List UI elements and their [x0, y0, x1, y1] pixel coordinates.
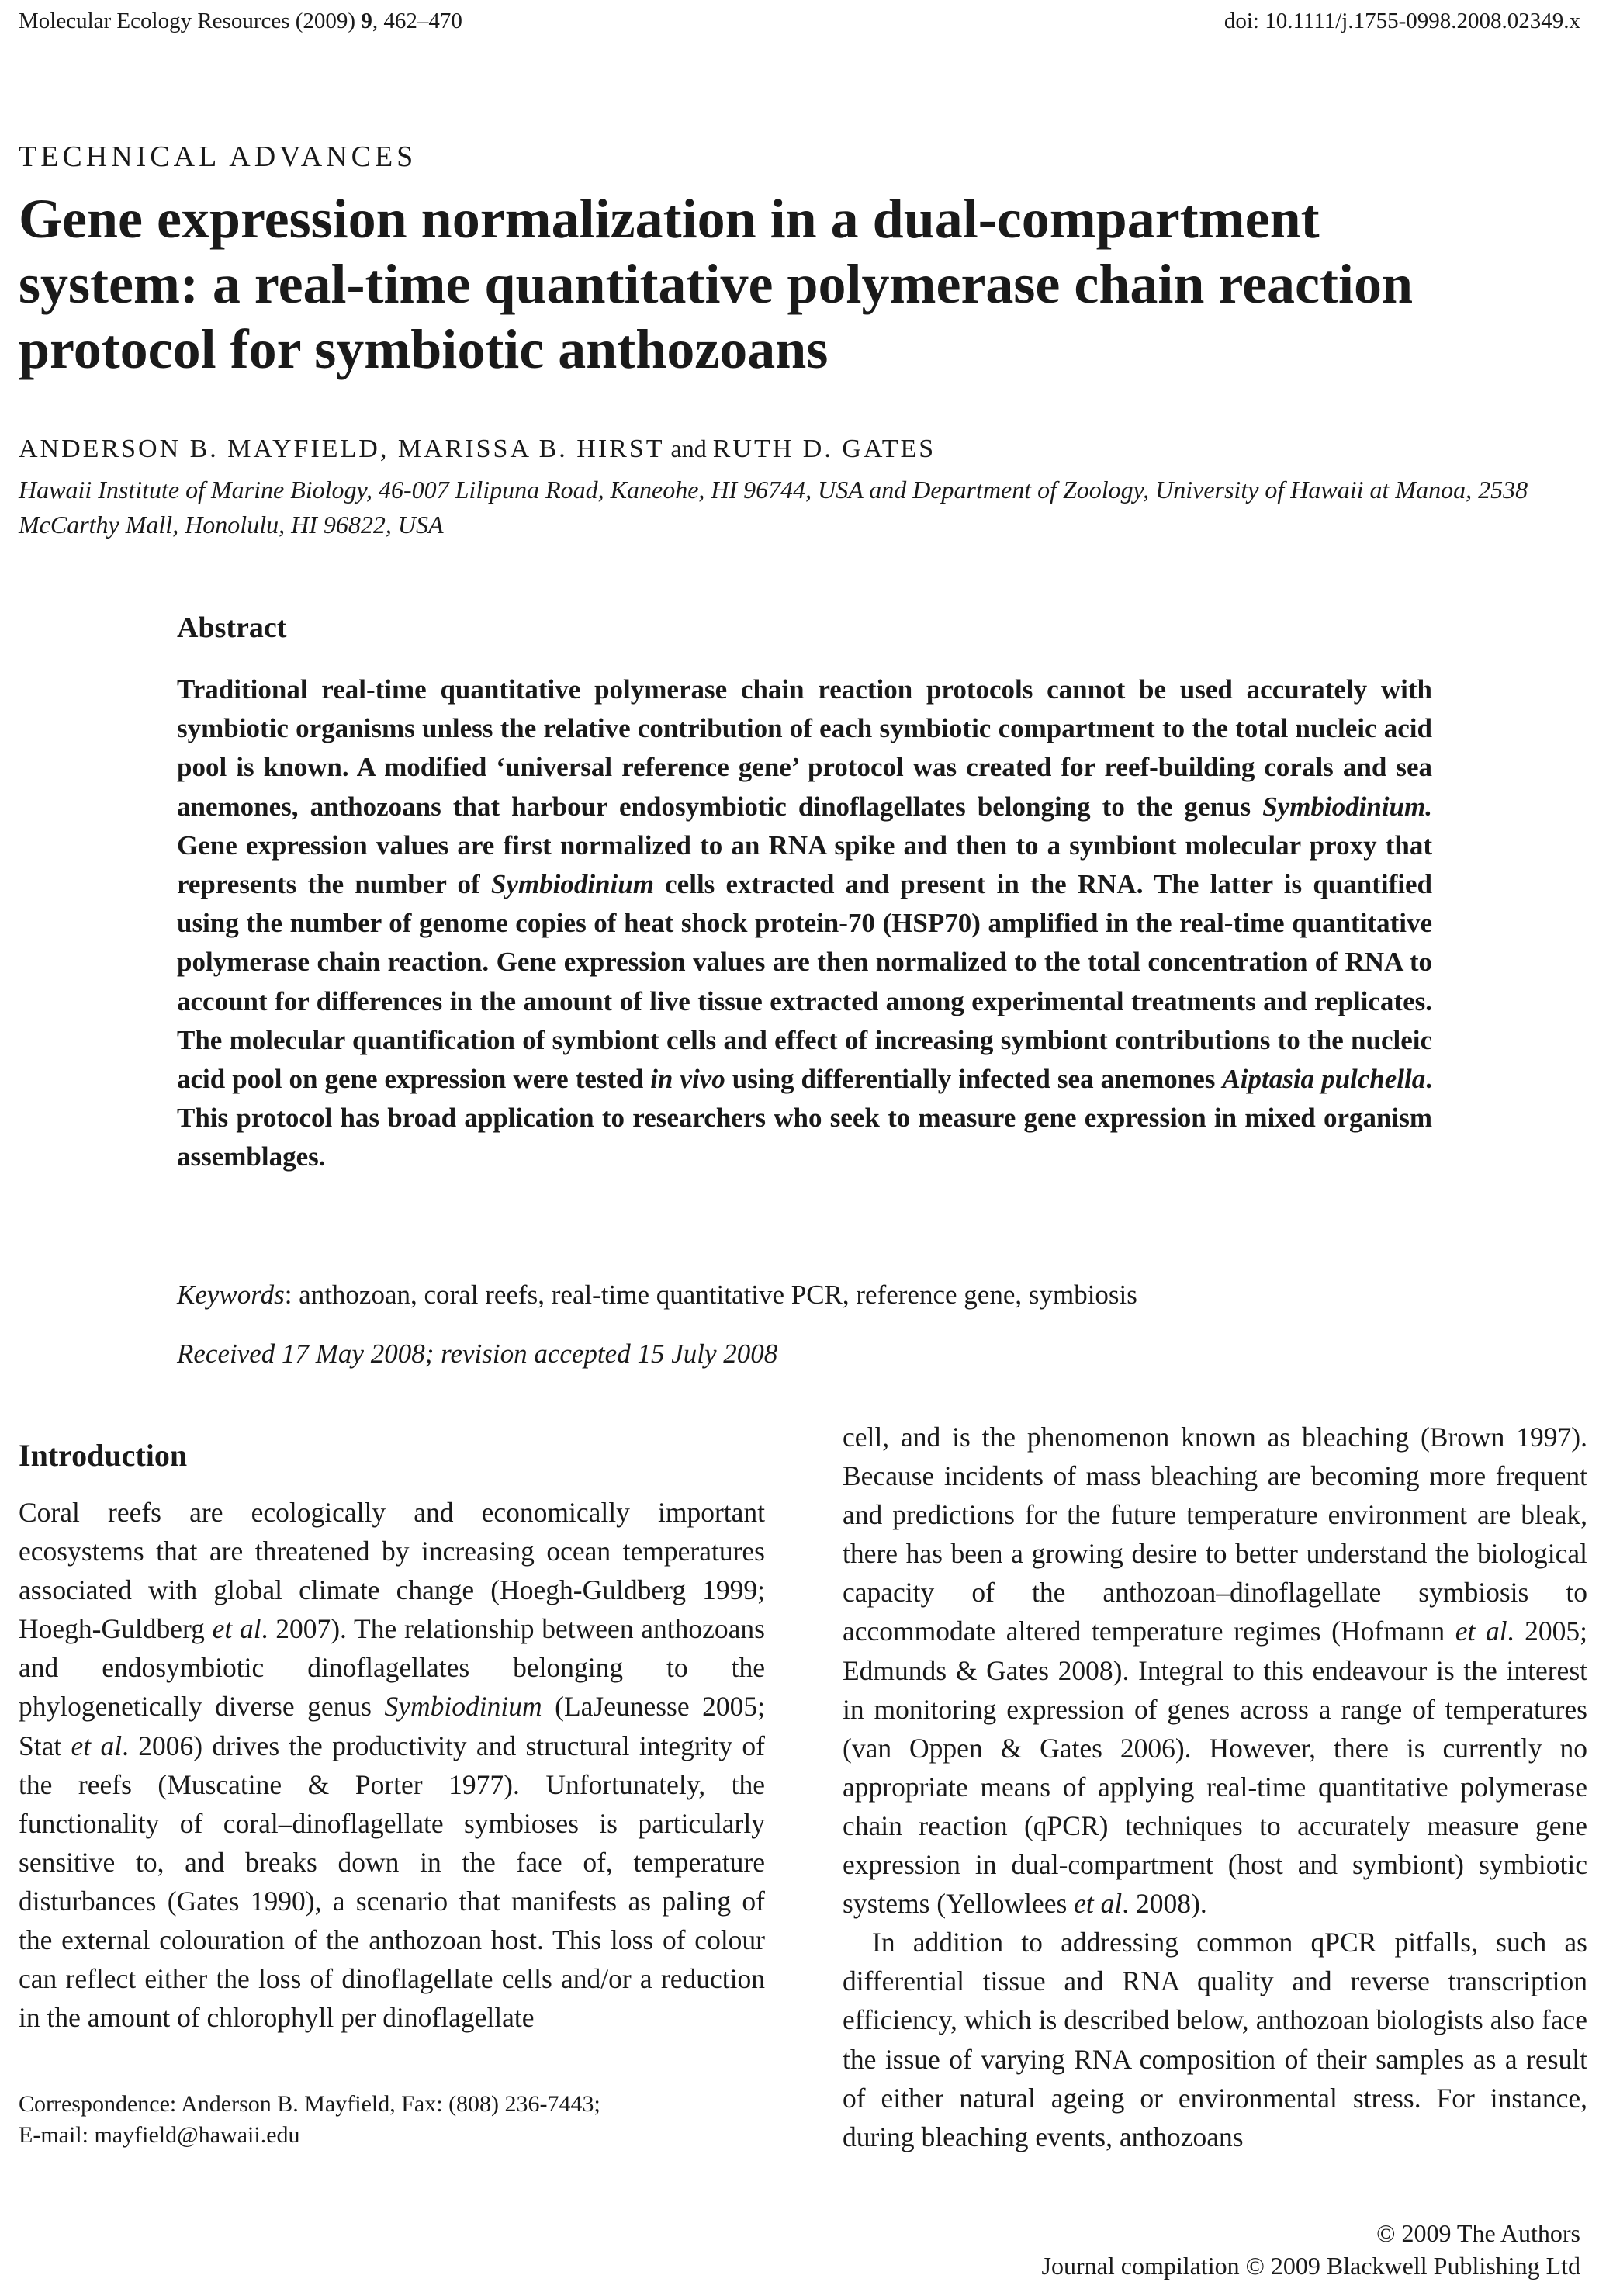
abstract-italic: Symbiodinium.: [1262, 791, 1432, 822]
correspondence-line: Correspondence: Anderson B. Mayfield, Fax: (808) 236-7443;: [19, 2091, 600, 2117]
section-label: TECHNICAL ADVANCES: [19, 140, 417, 173]
journal-pages: , 462–470: [372, 9, 462, 33]
copyright-footer: [1042, 2217, 1580, 2282]
title-line: protocol for symbiotic anthozoans: [19, 318, 829, 380]
title-line: Gene expression normalization in a dual-compartment: [19, 188, 1320, 250]
body-text: (LaJeunesse 2005; Stat: [19, 1691, 765, 1761]
body-italic: et al: [1455, 1616, 1507, 1647]
keywords-label: Keywords: [177, 1280, 285, 1310]
journal-reference: [19, 8, 462, 34]
abstract-text: . This protocol has broad application to researchers who seek to measure gene expression in mixed organism assemblages.: [177, 1064, 1432, 1172]
authors-part: RUTH D. GATES: [712, 435, 936, 463]
journal-name: Molecular Ecology Resources (2009): [19, 9, 362, 33]
body-text: . 2008).: [1122, 1888, 1207, 1920]
body-text: . 2005; Edmunds & Gates 2008). Integral to this endeavour is the interest in monitoring expression of genes across a range of temperatures (van Oppen & Gates 2006). However, there is currently no appropriate means of applying real-time quantitative polymerase chain reaction (qPCR) techniques to accurately measure gene expression in dual-compartment (host and symbiont) symbiotic systems (Yellowlees: [843, 1616, 1587, 1920]
copyright-line: © 2009 The Authors: [1376, 2219, 1580, 2247]
authors-and: and: [664, 435, 713, 462]
body-italic: et al: [1074, 1888, 1123, 1920]
paragraph: In addition to addressing common qPCR pitfalls, such as differential tissue and RNA quality and reverse transcription efficiency, which is described below, anthozoan biologists also face the issue of varying RNA composition of their samples as a result of either natural ageing or environmental stress. For instance, during bleaching events, anthozoans: [843, 1927, 1587, 2152]
affiliation: Hawaii Institute of Marine Biology, 46-007 Lilipuna Road, Kaneohe, HI 96744, USA and Department of Zoology, University of Hawaii at Manoa, 2538 McCarthy Mall, Honolulu, HI 96822, USA: [19, 476, 1528, 539]
abstract-text: Traditional real-time quantitative polymerase chain reaction protocols cannot be used accurately with symbiotic organisms unless the relative contribution of each symbiotic compartment to the total nucleic acid pool is known. A modified ‘universal reference gene’ protocol was created for reef-building corals and sea anemones, anthozoans that harbour endosymbiotic dinoflagellates belonging to the genus: [177, 674, 1432, 822]
introduction-right-column: [843, 1418, 1587, 2156]
copyright-line: Journal compilation © 2009 Blackwell Publishing Ltd: [1041, 2252, 1580, 2280]
correspondence-note: [19, 2089, 765, 2151]
body-italic: et al: [71, 1730, 123, 1761]
abstract-heading: Abstract: [177, 611, 287, 644]
abstract-text: using differentially infected sea anemones: [725, 1064, 1223, 1095]
body-text: . 2006) drives the productivity and structural integrity of the reefs (Muscatine & Porter 1977). Unfortunately, the functionality of coral–dinoflagellate symbioses is particularly sensitive to, and breaks down in the face of, temperature disturbances (Gates 1990), a scenario that manifests as paling of the external colouration of the anthozoan host. This loss of colour can reflect either the loss of dinoflagellate cells and/or a reduction in the amount of chlorophyll per dinoflagellate: [19, 1730, 766, 2034]
abstract-text: Gene expression values are first normalized to an RNA spike and then to a symbiont molecular proxy that represents the number of: [177, 829, 1432, 900]
journal-volume: 9: [361, 9, 372, 33]
body-text: cell, and is the phenomenon known as bleaching (Brown 1997). Because incidents of mass bleaching are becoming more frequent and predictions for the future temperature environment are bleak, there has been a growing desire to better understand the biological capacity of the anthozoan–dinoflagellate symbiosis to accommodate altered temperature regimes (Hofmann: [843, 1422, 1587, 1647]
correspondence-email: E-mail: mayfield@hawaii.edu: [19, 2122, 300, 2148]
body-italic: Symbiodinium: [384, 1691, 542, 1723]
paragraph: [843, 1418, 1587, 1923]
author-list: [19, 433, 936, 465]
body-text: . 2007). The relationship between anthozoans and endosymbiotic dinoflagellates belonging to the phylogenetically diverse genus: [19, 1613, 765, 1723]
article-title: [19, 186, 1578, 382]
keywords-text: : anthozoan, coral reefs, real-time quantitative PCR, reference gene, symbiosis: [284, 1280, 1137, 1310]
body-text: Coral reefs are ecologically and economically important ecosystems that are threatened by increasing ocean temperatures associated with global climate change (Hoegh-Guldberg 1999; Hoegh-Guldberg: [19, 1497, 765, 1645]
keywords: [177, 1279, 1449, 1311]
introduction-left-column: [19, 1493, 765, 2037]
abstract-italic: Aiptasia pulchella: [1222, 1064, 1426, 1095]
abstract-body: [177, 670, 1432, 1177]
doi[interactable]: doi: 10.1111/j.1755-0998.2008.02349.x: [1223, 9, 1580, 33]
authors-part: ANDERSON B. MAYFIELD, MARISSA B. HIRST: [19, 435, 665, 463]
received-dates: Received 17 May 2008; revision accepted 15 July 2008: [177, 1338, 778, 1369]
abstract-italic: Symbiodinium: [490, 869, 654, 900]
body-italic: et al: [212, 1613, 261, 1645]
introduction-heading: Introduction: [19, 1438, 188, 1473]
abstract-text: cells extracted and present in the RNA. The latter is quantified using the number of genome copies of heat shock protein-70 (HSP70) amplified in the real-time quantitative polymerase chain reaction. Gene expression values are then normalized to the total concentration of RNA to account for differences in the amount of live tissue extracted among experimental treatments and replicates. The molecular quantification of symbiont cells and effect of increasing symbiont contributions to the nucleic acid pool on gene expression were tested: [177, 869, 1432, 1095]
abstract-italic: in vivo: [650, 1064, 725, 1095]
title-line: system: a real-time quantitative polymerase chain reaction: [19, 253, 1414, 315]
